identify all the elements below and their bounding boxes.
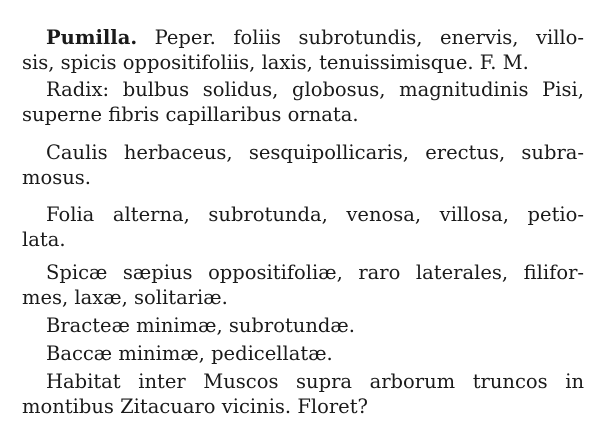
habitat-paragraph xyxy=(22,369,584,419)
species-name: Pumilla. xyxy=(46,26,138,49)
species-entry xyxy=(22,25,584,75)
species-diagnosis-part-1: Peper. foliis subrotundis, enervis, villo- xyxy=(154,26,584,49)
radix-line-2: superne fibris capillaribus ornata. xyxy=(22,103,359,126)
spicae-line-2: mes, laxæ, solitariæ. xyxy=(22,286,228,309)
spicae-paragraph xyxy=(22,260,584,310)
baccae-paragraph xyxy=(22,341,584,366)
radix-line-1: Radix: bulbus solidus, globosus, magnitudinis Pisi, xyxy=(46,78,584,101)
folia-line-2: lata. xyxy=(22,228,66,251)
folia-line-1: Folia alterna, subrotunda, venosa, villosa, petio- xyxy=(46,203,584,226)
spicae-line-1: Spicæ sæpius oppositifoliæ, raro laterales, filifor- xyxy=(46,261,584,284)
radix-paragraph xyxy=(22,77,584,127)
folia-paragraph xyxy=(22,202,584,252)
species-entry-line-1 xyxy=(22,25,584,50)
caulis-paragraph xyxy=(22,140,584,190)
bracteae-line-1: Bracteæ minimæ, subrotundæ. xyxy=(46,314,355,337)
habitat-line-2: montibus Zitacuaro vicinis. Floret? xyxy=(22,395,368,418)
habitat-line-1: Habitat inter Muscos supra arborum truncos in xyxy=(46,370,584,393)
caulis-line-2: mosus. xyxy=(22,166,92,189)
baccae-line-1: Baccæ minimæ, pedicellatæ. xyxy=(46,342,333,365)
species-diagnosis-part-2: sis, spicis oppositifoliis, laxis, tenuissimisque. F. M. xyxy=(22,51,529,74)
bracteae-paragraph xyxy=(22,313,584,338)
caulis-line-1: Caulis herbaceus, sesquipollicaris, erectus, subra- xyxy=(46,141,584,164)
